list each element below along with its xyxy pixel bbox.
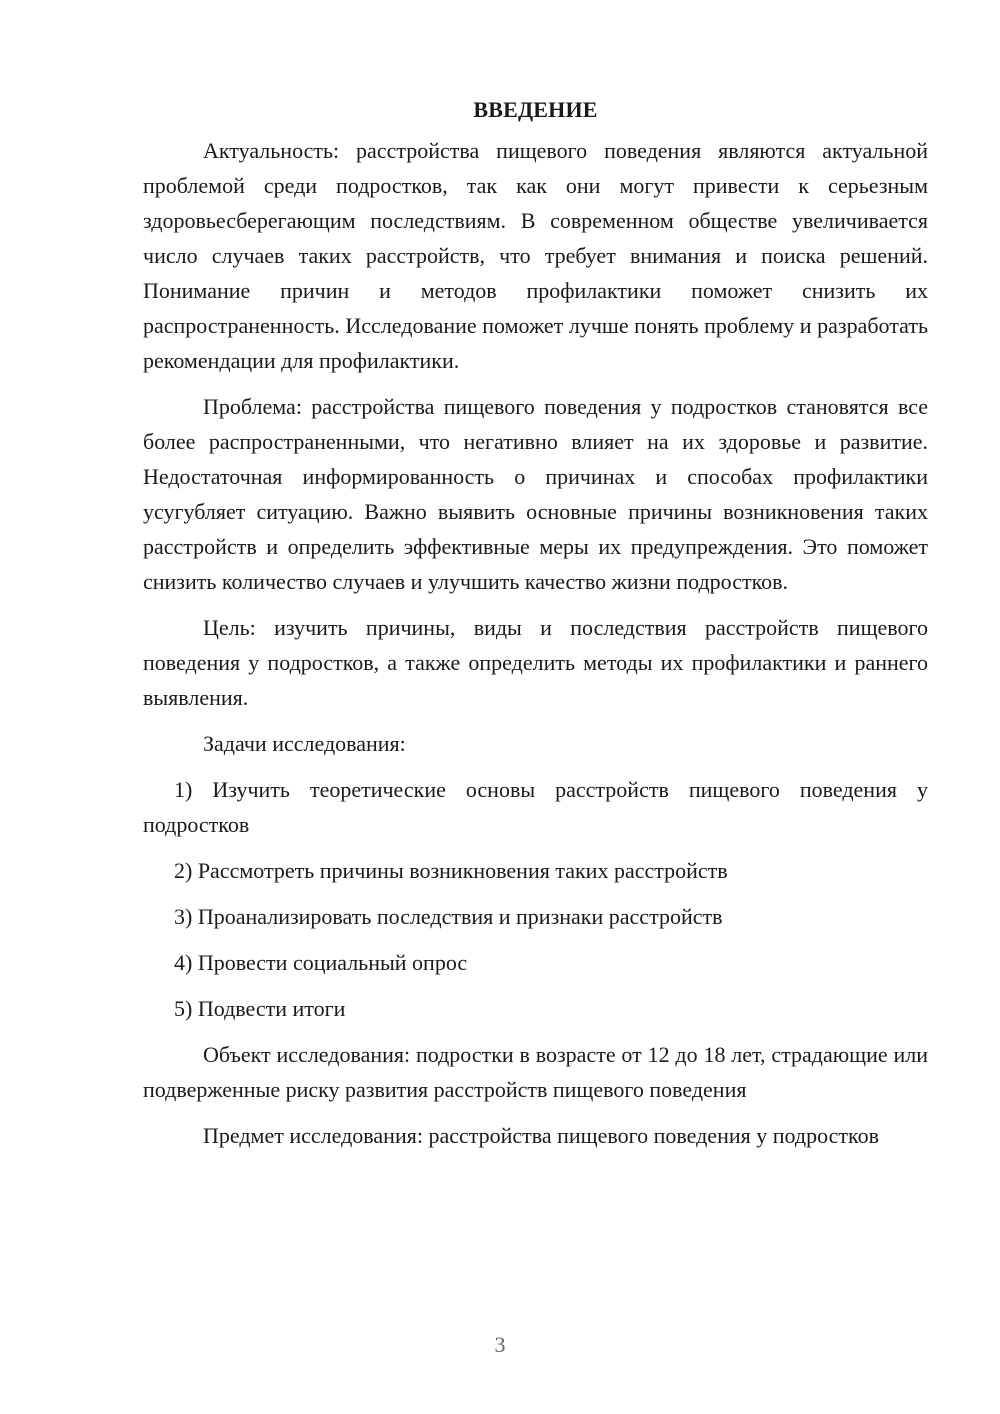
subject-paragraph: Предмет исследования: расстройства пищевого поведения у подростков [203,1123,879,1148]
task-item-4: 4) Провести социальный опрос [174,950,468,975]
section-heading: ВВЕДЕНИЕ [473,97,598,122]
problem-paragraph: Проблема: расстройства пищевого поведения у подростков становятся все более распространенными, что негативно влияет на их здоровье и развитие. Недостаточная информированность о причинах и способах профилактики усугубляет ситуацию. Важно выявить основные причины возникновения таких расстройств и определить эффективные меры их предупреждения. Это поможет снизить количество случаев и улучшить качество жизни подростков. [143,394,928,594]
task-item-5: 5) Подвести итоги [174,996,346,1021]
task-item-2: 2) Рассмотреть причины возникновения таких расстройств [174,858,728,883]
relevance-paragraph: Актуальность: расстройства пищевого поведения являются актуальной проблемой среди подростков, так как они могут привести к серьезным здоровьесберегающим последствиям. В современном обществе увеличивается число случаев таких расстройств, что требует внимания и поиска решений. Понимание причин и методов профилактики поможет снизить их распространенность. Исследование поможет лучше понять проблему и разработать рекомендации для профилактики. [143,138,928,373]
goal-paragraph: Цель: изучить причины, виды и последствия расстройств пищевого поведения у подростков, а также определить методы их профилактики и раннего выявления. [143,615,928,710]
tasks-title: Задачи исследования: [203,731,406,756]
document-page [143,92,928,1164]
page-number: 3 [494,1332,506,1357]
task-item-3: 3) Проанализировать последствия и признаки расстройств [174,904,723,929]
object-paragraph: Объект исследования: подростки в возрасте от 12 до 18 лет, страдающие или подверженные риску развития расстройств пищевого поведения [143,1042,928,1102]
task-item-1: 1) Изучить теоретические основы расстройств пищевого поведения у подростков [143,777,928,837]
